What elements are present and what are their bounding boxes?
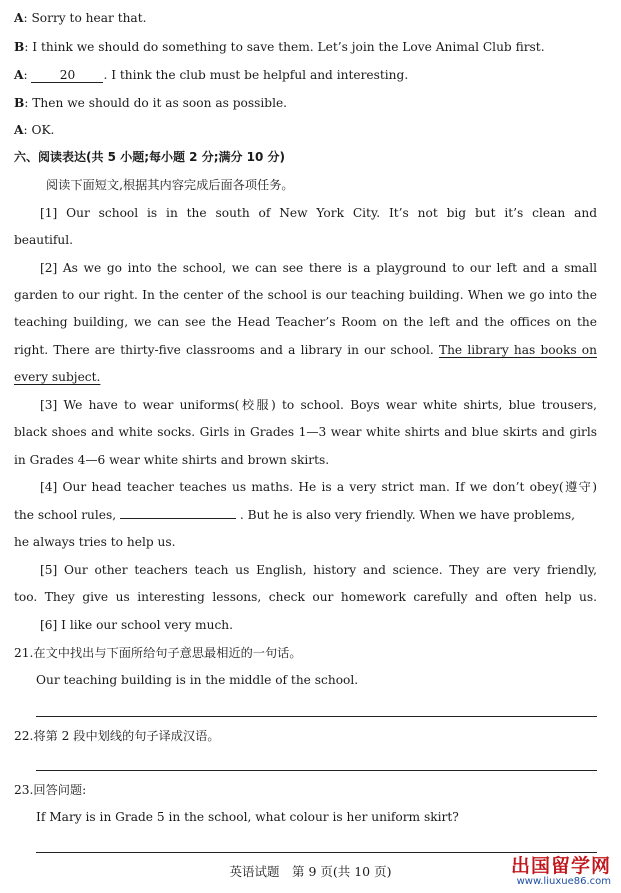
passage-p2-line: right. There are thirty-five classrooms and a library in our school. The library has books on bbox=[14, 343, 597, 357]
dialogue-line: B: Then we should do it as soon as possible. bbox=[14, 96, 288, 110]
passage-p5-line: [5] Our other teachers teach us English, history and science. They are very friendly, bbox=[40, 563, 597, 577]
passage-p4-line: he always tries to help us. bbox=[14, 535, 176, 549]
dialogue-line: B: I think we should do something to save them. Let’s join the Love Animal Club first. bbox=[14, 40, 545, 54]
question-23: 23.回答问题: bbox=[14, 783, 87, 797]
passage-p3-line: black shoes and white socks. Girls in Grades 1—3 wear white shirts and blue skirts and girls bbox=[14, 425, 597, 439]
passage-p2-line: teaching building, we can see the Head Teacher’s Room on the left and the offices on the bbox=[14, 315, 597, 329]
answer-line-23[interactable] bbox=[36, 852, 597, 853]
answer-line-22[interactable] bbox=[36, 770, 597, 771]
dialogue-line: A: Sorry to hear that. bbox=[14, 11, 147, 25]
passage-p2-line bbox=[14, 369, 100, 385]
watermark-logo bbox=[511, 856, 611, 888]
passage-p4-line: the school rules, . But he is also very friendly. When we have problems, bbox=[14, 508, 575, 522]
passage-p5-line: too. They give us interesting lessons, check our homework carefully and often help us. bbox=[14, 590, 597, 604]
passage-p4-line: [4] Our head teacher teaches us maths. He is a very strict man. If we don’t obey(遵守) bbox=[40, 480, 597, 494]
question-23-sentence: If Mary is in Grade 5 in the school, what colour is her uniform skirt? bbox=[36, 810, 459, 824]
passage-p2-line: garden to our right. In the center of the school is our teaching building. When we go into the bbox=[14, 288, 597, 302]
section-instruction: 阅读下面短文,根据其内容完成后面各项任务。 bbox=[46, 178, 294, 192]
watermark-title: 出国留学网 bbox=[510, 855, 611, 877]
watermark-url: www.liuxue86.com bbox=[516, 876, 611, 887]
underlined-sentence: every subject. bbox=[14, 370, 101, 384]
answer-blank-20[interactable]: 20 bbox=[31, 68, 103, 83]
passage-p1-line: [1] Our school is in the south of New York City. It’s not big but it’s clean and bbox=[40, 206, 597, 220]
underlined-sentence: The library has books on bbox=[438, 343, 597, 357]
passage-p3-line: in Grades 4—6 wear white shirts and brown skirts. bbox=[14, 453, 330, 467]
dialogue-line: A: OK. bbox=[14, 123, 55, 137]
question-22: 22.将第 2 段中划线的句子译成汉语。 bbox=[14, 729, 220, 743]
passage-p6-line: [6] I like our school very much. bbox=[40, 618, 233, 632]
passage-p2-line: [2] As we go into the school, we can see there is a playground to our left and a small bbox=[40, 261, 597, 275]
question-21: 21.在文中找出与下面所给句子意思最相近的一句话。 bbox=[14, 646, 302, 660]
passage-blank[interactable] bbox=[120, 518, 236, 519]
passage-p3-line: [3] We have to wear uniforms(校服) to school. Boys wear white shirts, blue trousers, bbox=[40, 398, 597, 412]
answer-line-21[interactable] bbox=[36, 716, 597, 717]
section-title: 六、阅读表达(共 5 小题;每小题 2 分;满分 10 分) bbox=[14, 150, 286, 164]
page-footer: 英语试题 第 9 页(共 10 页) bbox=[229, 864, 392, 879]
dialogue-line: A: 20 . I think the club must be helpful and interesting. bbox=[14, 68, 409, 82]
passage-p1-line: beautiful. bbox=[14, 233, 74, 247]
question-21-sentence: Our teaching building is in the middle of the school. bbox=[36, 673, 359, 687]
